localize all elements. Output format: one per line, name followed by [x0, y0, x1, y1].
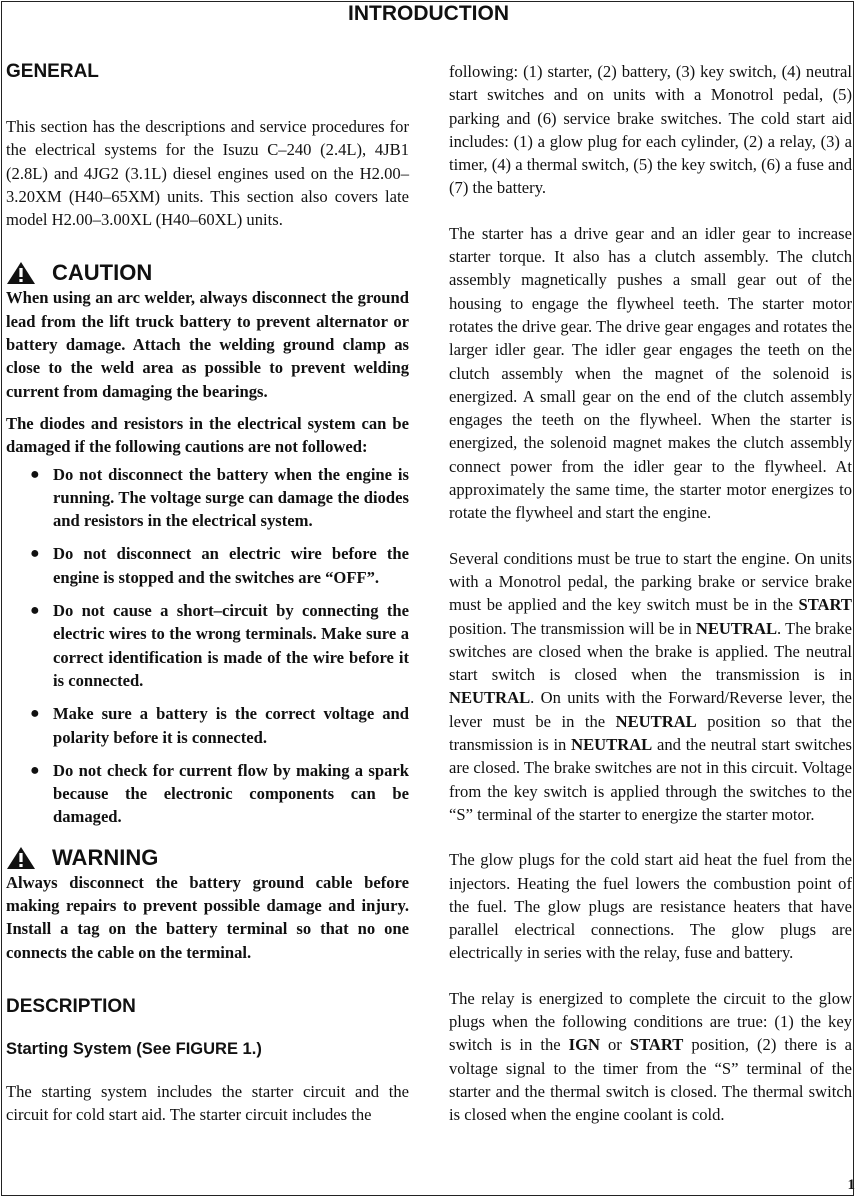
caution-text: When using an arc welder, always disconnect the ground lead from the lift truck battery to prevent alternator or battery damage. Attach the welding ground clamp as close to the weld area as possible to prevent welding current from damaging the bearings.	[6, 288, 409, 401]
bullet-item: ● Do not disconnect the battery when the engine is running. The voltage surge can damage the diodes and resistors in the electrical system.	[30, 464, 409, 531]
description-heading: DESCRIPTION	[6, 995, 136, 1017]
bullet-icon: ●	[30, 545, 40, 563]
bullet-item: ● Do not disconnect an electric wire before the engine is stopped and the switches are “OFF”.	[30, 544, 409, 587]
warning-triangle-icon	[6, 846, 36, 870]
right-column	[449, 48, 852, 1126]
bullet-icon: ●	[30, 465, 40, 483]
left-column	[6, 48, 409, 1127]
diodes-caution-text: The diodes and resistors in the electrical system can be damaged if the following cautions are not followed:	[6, 413, 409, 457]
caution-label: CAUTION	[52, 260, 153, 286]
general-heading: GENERAL	[6, 61, 99, 82]
caution-bullet-list	[6, 463, 409, 829]
caution-header	[6, 260, 409, 286]
bullet-item: ● Do not check for current flow by making a spark because the electronic components can be damaged.	[30, 760, 409, 827]
bullet-item: ● Make sure a battery is the correct voltage and polarity before it is connected.	[30, 704, 409, 747]
page-title: INTRODUCTION	[348, 2, 509, 25]
paragraph-relay: The relay is energized to complete the circuit to the glow plugs when the following conditions are true: (1) the key switch is in the IGN or START position, (2) there is a voltage signal to the timer from the “S” terminal of the starter and the thermal switch is closed. The thermal switch is closed when the engine coolant is cold.	[449, 988, 853, 1125]
page-number: 1	[847, 1177, 855, 1193]
starting-system-paragraph: The starting system includes the starter circuit and the circuit for cold start aid. The starter circuit includes the	[6, 1081, 409, 1125]
starting-system-heading: Starting System (See FIGURE 1.)	[6, 1039, 262, 1058]
paragraph-starter-components: following: (1) starter, (2) battery, (3) key switch, (4) neutral start switches and on units with a Monotrol pedal, (5) parking and (6) service brake switches. The cold start aid includes: (1) a glow plug for each cylinder, (2) a relay, (3) a timer, (4) a thermal switch, (5) the key switch, (6) a fuse and (7) the battery.	[449, 62, 852, 198]
general-paragraph: This section has the descriptions and service procedures for the electrical systems for the Isuzu C–240 (2.4L), 4JB1 (2.8L) and 4JG2 (3.1L) diesel engines used on the H2.00–3.20XM (H40–65XM) units. This section also covers late model H2.00–3.00XL (H40–60XL) units.	[6, 117, 409, 230]
paragraph-starter-operation: The starter has a drive gear and an idler gear to increase starter torque. It also has a clutch assembly. The clutch assembly magnetically pushes a small gear out of the housing to engage the flywheel teeth. The starter motor rotates the drive gear. The drive gear engages and rotates the larger idler gear. The idler gear engages the teeth on the clutch assembly when the magnet of the solenoid is energized. A small gear on the end of the clutch assembly engages the teeth on the flywheel. When the starter is energized, the solenoid magnet makes the clutch assembly connect power from the idler gear to the flywheel. At approximately the same time, the starter motor energizes to rotate the flywheel and start the engine.	[449, 223, 852, 523]
bullet-icon: ●	[30, 705, 40, 723]
warning-triangle-icon	[6, 261, 36, 285]
warning-header	[6, 845, 409, 871]
bullet-icon: ●	[30, 761, 40, 779]
warning-text: Always disconnect the battery ground cable before making repairs to prevent possible damage and injury. Install a tag on the battery terminal so that no one connects the cable on the terminal.	[6, 872, 409, 962]
bullet-icon: ●	[30, 602, 40, 620]
paragraph-glow-plugs: The glow plugs for the cold start aid heat the fuel from the injectors. Heating the fuel lowers the combustion point of the fuel. The glow plugs are resistance heaters that have parallel electrical connections. The glow plugs are electrically in series with the relay, fuse and battery.	[449, 850, 852, 963]
warning-label: WARNING	[52, 844, 159, 870]
paragraph-start-conditions: Several conditions must be true to start the engine. On units with a Monotrol pedal, the parking brake or service brake must be applied and the key switch must be in the START position. The transmission will be in NEUTRAL. The brake switches are closed when the brake is applied. The neutral start switch is closed when the transmission is in NEUTRAL. On units with the Forward/Reverse lever, the lever must be in the NEUTRAL position so that the transmission is in NEUTRAL and the neutral start switches are closed. The brake switches are not in this circuit. Voltage from the key switch is applied through the switches to the “S” terminal of the starter to energize the starter motor.	[449, 548, 853, 824]
bullet-item: ● Do not cause a short–circuit by connecting the electric wires to the wrong terminals. Make sure a correct identification is made of the wire before it is connected.	[30, 601, 409, 690]
